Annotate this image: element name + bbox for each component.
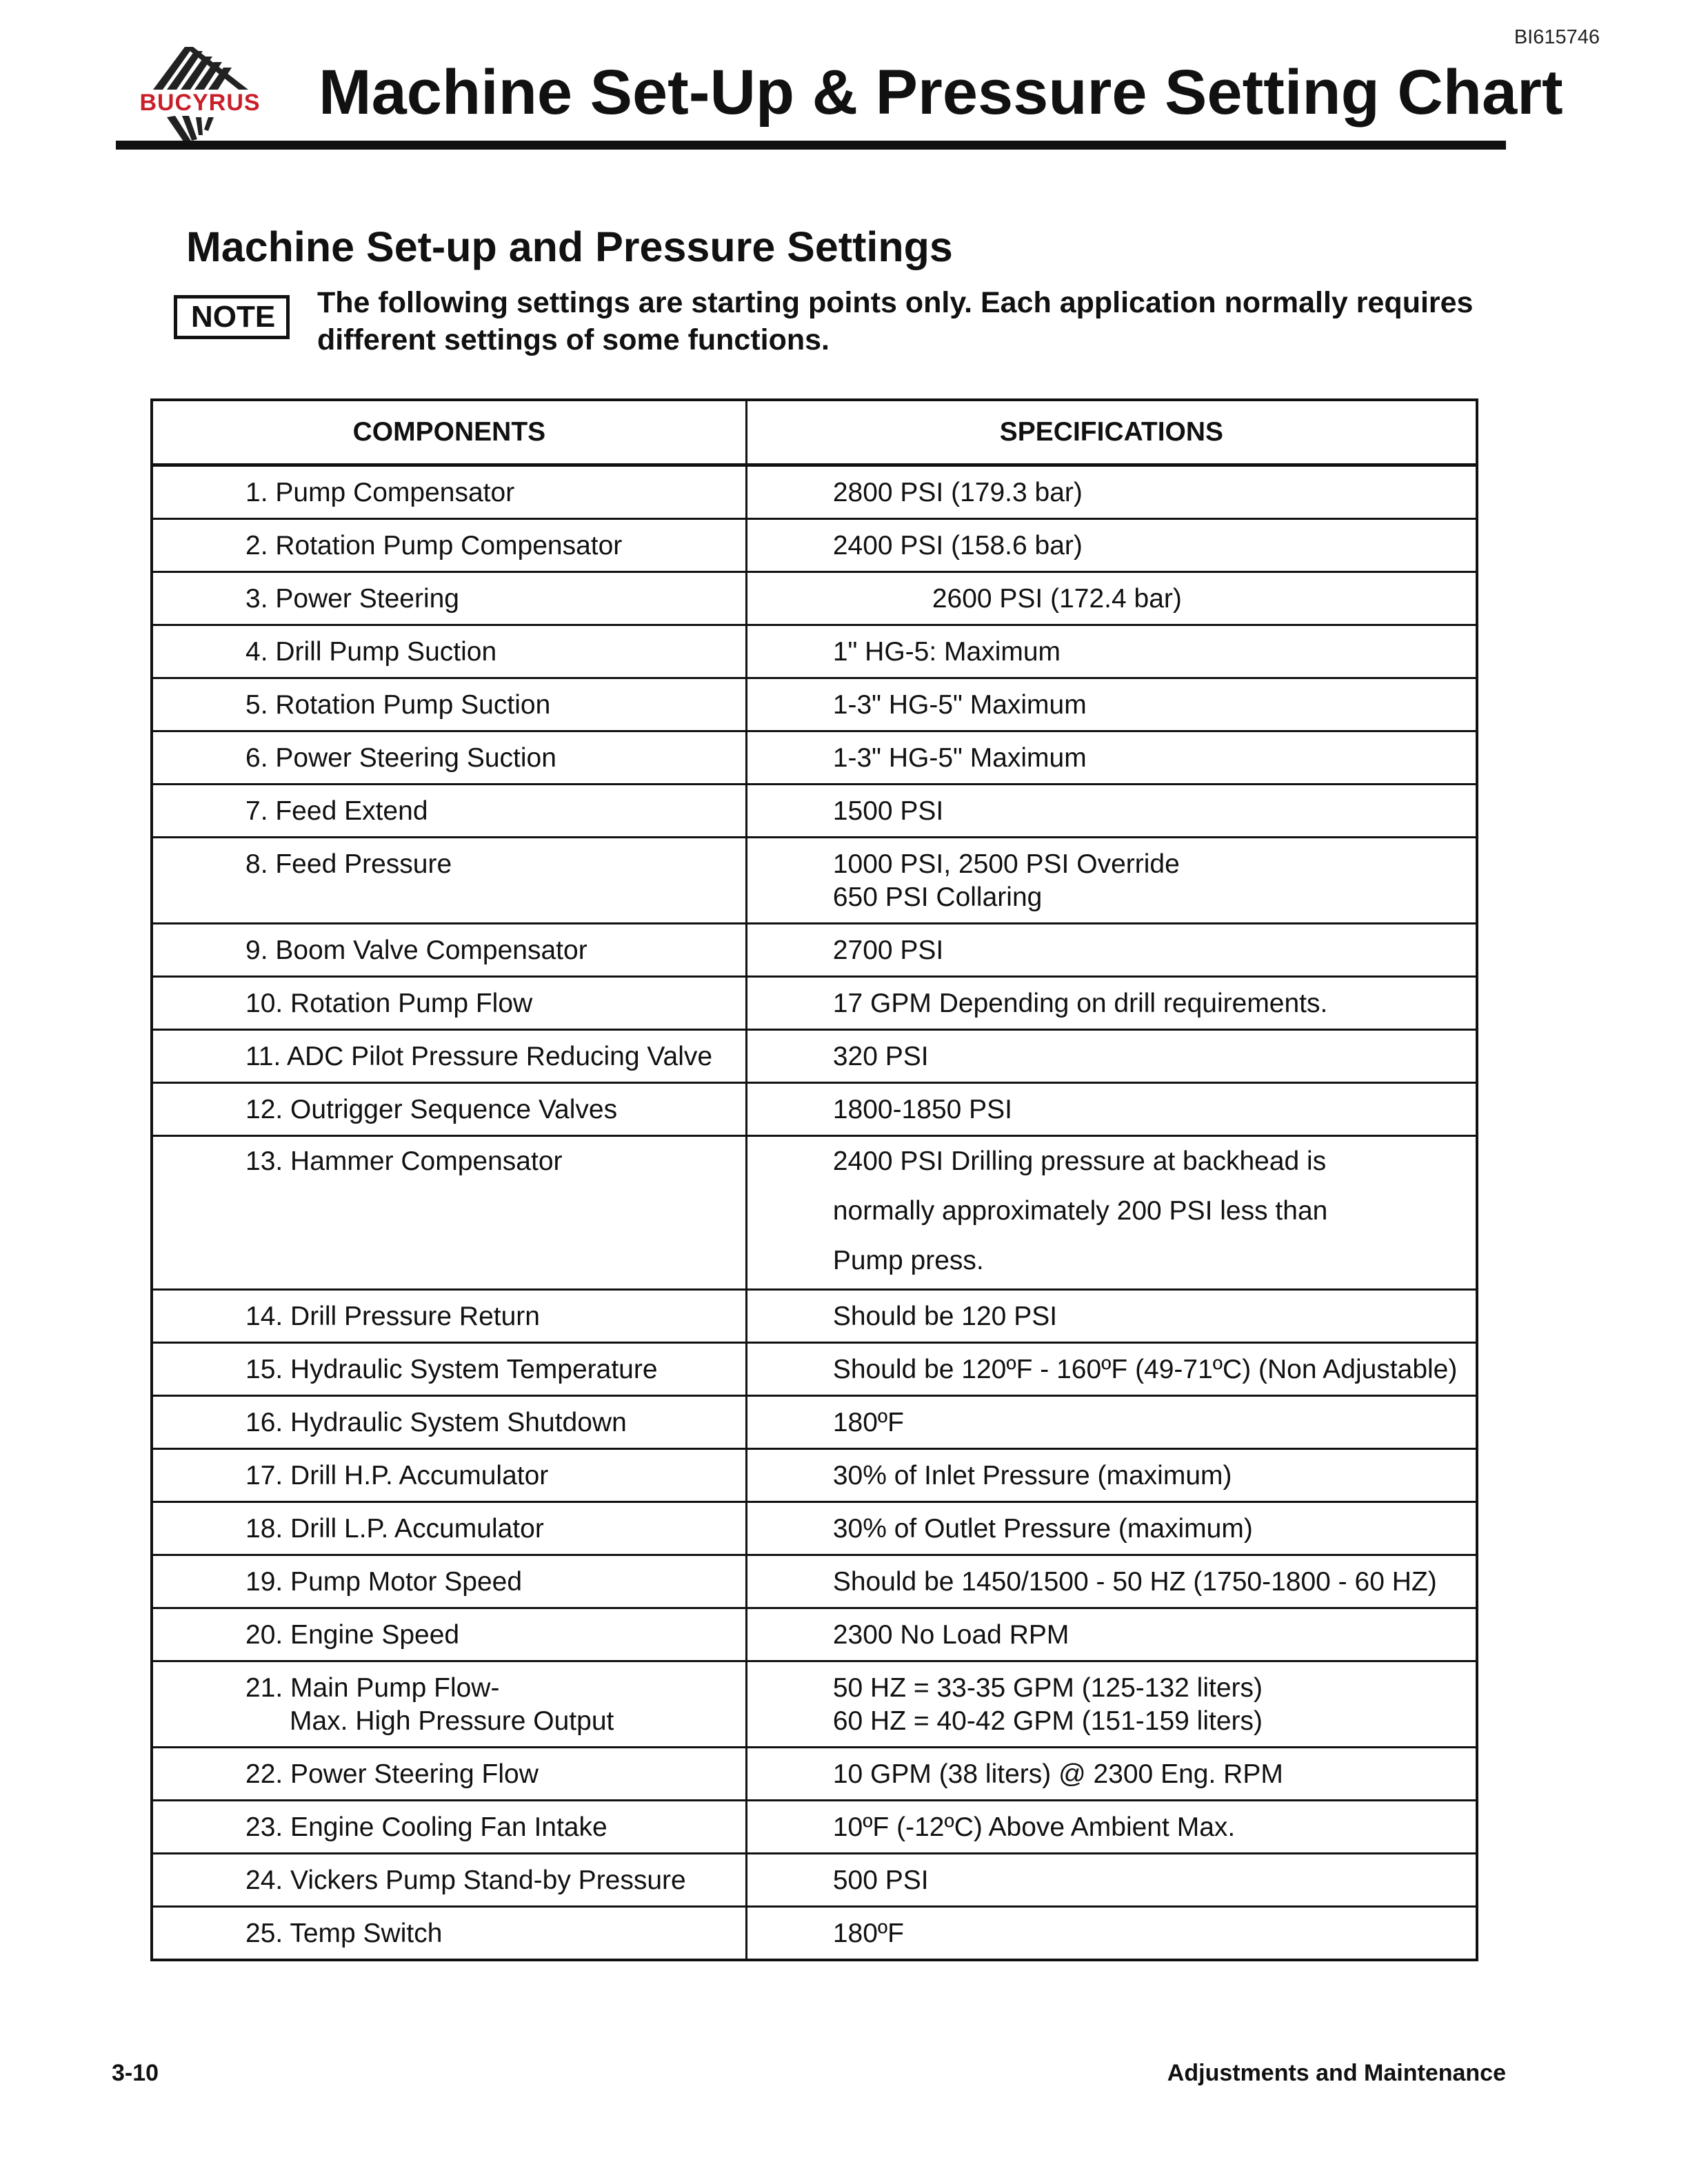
footer-section: Adjustments and Maintenance xyxy=(1167,2060,1506,2086)
column-header-specifications: SPECIFICATIONS xyxy=(746,400,1477,465)
specification-cell xyxy=(746,1083,1477,1136)
component-text: 4. Drill Pump Suction xyxy=(245,637,497,667)
specification-text: 10 GPM (38 liters) @ 2300 Eng. RPM xyxy=(832,1759,1283,1789)
table-row xyxy=(152,731,1477,785)
specification-cell xyxy=(746,1030,1477,1083)
specification-text: Should be 120ºF - 160ºF (49-71ºC) (Non Adjustable) xyxy=(832,1355,1458,1384)
table-row xyxy=(152,1136,1477,1290)
specification-text: 500 PSI xyxy=(832,1866,929,1895)
component-cell xyxy=(152,519,746,572)
specification-text: 320 PSI xyxy=(832,1042,929,1071)
specification-text: 2800 PSI (179.3 bar) xyxy=(832,478,1083,507)
specification-text: 180ºF xyxy=(832,1919,904,1948)
component-cell xyxy=(152,1290,746,1343)
component-cell xyxy=(152,1748,746,1801)
component-text: 7. Feed Extend xyxy=(245,796,428,826)
specification-cell xyxy=(746,1290,1477,1343)
component-text: 18. Drill L.P. Accumulator xyxy=(245,1514,544,1544)
specification-cell xyxy=(746,1608,1477,1661)
table-row xyxy=(152,1661,1477,1748)
component-cell xyxy=(152,924,746,977)
component-cell xyxy=(152,838,746,924)
component-text: 2. Rotation Pump Compensator xyxy=(245,531,623,560)
logo-wordmark: BUCYRUS xyxy=(139,90,261,116)
component-text: 17. Drill H.P. Accumulator xyxy=(245,1461,549,1490)
specification-text: 650 PSI Collaring xyxy=(832,882,1043,912)
specification-text: 1" HG-5: Maximum xyxy=(832,637,1061,667)
component-text: 20. Engine Speed xyxy=(245,1620,460,1650)
component-text: 22. Power Steering Flow xyxy=(245,1759,539,1789)
table-row xyxy=(152,1449,1477,1502)
component-cell xyxy=(152,731,746,785)
specification-text: 30% of Inlet Pressure (maximum) xyxy=(832,1461,1232,1490)
component-text: 15. Hydraulic System Temperature xyxy=(245,1355,658,1384)
specification-text: Should be 120 PSI xyxy=(832,1302,1058,1331)
component-cell xyxy=(152,977,746,1030)
bucyrus-logo xyxy=(117,41,283,145)
component-text: 16. Hydraulic System Shutdown xyxy=(245,1408,627,1437)
table-row xyxy=(152,785,1477,838)
specification-text: 2400 PSI Drilling pressure at backhead is xyxy=(832,1146,1327,1176)
specification-cell xyxy=(746,924,1477,977)
component-text: 5. Rotation Pump Suction xyxy=(245,690,551,720)
specification-cell xyxy=(746,1854,1477,1907)
component-cell xyxy=(152,1343,746,1396)
note-text: The following settings are starting points only. Each application normally requires different settings of some functions. xyxy=(317,286,1474,356)
component-cell xyxy=(152,1608,746,1661)
component-cell xyxy=(152,1030,746,1083)
table-row xyxy=(152,1854,1477,1907)
specification-cell xyxy=(746,1343,1477,1396)
table-row xyxy=(152,519,1477,572)
specification-cell xyxy=(746,572,1477,625)
table-row xyxy=(152,1748,1477,1801)
specification-cell xyxy=(746,1502,1477,1555)
specification-text: 180ºF xyxy=(832,1408,904,1437)
section-title: Machine Set-up and Pressure Settings xyxy=(186,223,953,270)
table-row xyxy=(152,1502,1477,1555)
page-number: 3-10 xyxy=(112,2060,159,2086)
document-id: BI615746 xyxy=(1514,26,1600,48)
specification-cell xyxy=(746,1449,1477,1502)
component-text: 8. Feed Pressure xyxy=(245,849,452,879)
title-rule xyxy=(116,141,1506,150)
component-cell xyxy=(152,625,746,678)
table-row xyxy=(152,625,1477,678)
component-text: 6. Power Steering Suction xyxy=(245,743,556,773)
specification-text: 2400 PSI (158.6 bar) xyxy=(832,531,1083,560)
note-badge: NOTE xyxy=(174,295,290,339)
component-text: 13. Hammer Compensator xyxy=(245,1146,563,1176)
component-text: 3. Power Steering xyxy=(245,584,460,614)
table-row xyxy=(152,1343,1477,1396)
component-text: 25. Temp Switch xyxy=(245,1919,443,1948)
specification-text: normally approximately 200 PSI less than xyxy=(832,1196,1328,1226)
component-cell xyxy=(152,678,746,731)
table-row xyxy=(152,1608,1477,1661)
specification-text: 2600 PSI (172.4 bar) xyxy=(932,584,1182,614)
specification-text: 1500 PSI xyxy=(832,796,944,826)
table-row xyxy=(152,465,1477,519)
column-header-components: COMPONENTS xyxy=(152,400,746,465)
table-row xyxy=(152,924,1477,977)
component-cell xyxy=(152,1555,746,1608)
specification-text: 1-3" HG-5" Maximum xyxy=(832,743,1087,773)
table-row xyxy=(152,1290,1477,1343)
component-cell xyxy=(152,1907,746,1961)
specification-cell xyxy=(746,465,1477,519)
page-title: Machine Set-Up & Pressure Setting Chart xyxy=(319,57,1563,128)
component-cell xyxy=(152,1801,746,1854)
specification-text: Pump press. xyxy=(832,1246,984,1275)
component-text: 12. Outrigger Sequence Valves xyxy=(245,1095,618,1124)
table-row xyxy=(152,1030,1477,1083)
component-cell xyxy=(152,465,746,519)
table-row xyxy=(152,977,1477,1030)
component-cell xyxy=(152,572,746,625)
specification-cell xyxy=(746,1661,1477,1748)
component-text: 14. Drill Pressure Return xyxy=(245,1302,540,1331)
table-row xyxy=(152,1907,1477,1961)
specification-cell xyxy=(746,731,1477,785)
component-text: Max. High Pressure Output xyxy=(290,1706,614,1736)
component-text: 24. Vickers Pump Stand-by Pressure xyxy=(245,1866,686,1895)
table-header-row xyxy=(152,400,1477,465)
specification-cell xyxy=(746,1136,1477,1290)
specification-text: 1800-1850 PSI xyxy=(832,1095,1013,1124)
component-text: 10. Rotation Pump Flow xyxy=(245,989,533,1018)
specification-text: 10ºF (-12ºC) Above Ambient Max. xyxy=(832,1812,1236,1842)
specification-cell xyxy=(746,678,1477,731)
table-row xyxy=(152,1083,1477,1136)
specification-cell xyxy=(746,1555,1477,1608)
table-row xyxy=(152,572,1477,625)
component-text: 9. Boom Valve Compensator xyxy=(245,936,587,965)
specification-cell xyxy=(746,977,1477,1030)
specification-cell xyxy=(746,785,1477,838)
component-cell xyxy=(152,1661,746,1748)
specification-cell xyxy=(746,1748,1477,1801)
specification-text: 60 HZ = 40-42 GPM (151-159 liters) xyxy=(832,1706,1263,1736)
component-cell xyxy=(152,785,746,838)
component-cell xyxy=(152,1854,746,1907)
component-text: 21. Main Pump Flow- xyxy=(245,1673,500,1703)
specification-text: 30% of Outlet Pressure (maximum) xyxy=(832,1514,1253,1544)
specification-text: 2300 No Load RPM xyxy=(832,1620,1069,1650)
specification-cell xyxy=(746,838,1477,924)
table-row xyxy=(152,838,1477,924)
specification-cell xyxy=(746,1396,1477,1449)
component-text: 1. Pump Compensator xyxy=(245,478,515,507)
component-text: 23. Engine Cooling Fan Intake xyxy=(245,1812,607,1842)
table-row xyxy=(152,678,1477,731)
specification-text: 50 HZ = 33-35 GPM (125-132 liters) xyxy=(832,1673,1263,1703)
specification-cell xyxy=(746,519,1477,572)
specification-text: 1-3" HG-5" Maximum xyxy=(832,690,1087,720)
component-cell xyxy=(152,1083,746,1136)
component-cell xyxy=(152,1502,746,1555)
specification-cell xyxy=(746,1907,1477,1961)
table-row xyxy=(152,1801,1477,1854)
component-cell xyxy=(152,1136,746,1290)
specification-text: 1000 PSI, 2500 PSI Override xyxy=(832,849,1180,879)
specification-text: Should be 1450/1500 - 50 HZ (1750-1800 - 60 HZ) xyxy=(832,1567,1437,1597)
table-row xyxy=(152,1396,1477,1449)
component-text: 11. ADC Pilot Pressure Reducing Valve xyxy=(245,1042,713,1071)
settings-table xyxy=(150,398,1478,1961)
specification-text: 17 GPM Depending on drill requirements. xyxy=(832,989,1328,1018)
component-cell xyxy=(152,1396,746,1449)
table-row xyxy=(152,1555,1477,1608)
component-cell xyxy=(152,1449,746,1502)
specification-text: 2700 PSI xyxy=(832,936,944,965)
specification-cell xyxy=(746,625,1477,678)
component-text: 19. Pump Motor Speed xyxy=(245,1567,523,1597)
specification-cell xyxy=(746,1801,1477,1854)
